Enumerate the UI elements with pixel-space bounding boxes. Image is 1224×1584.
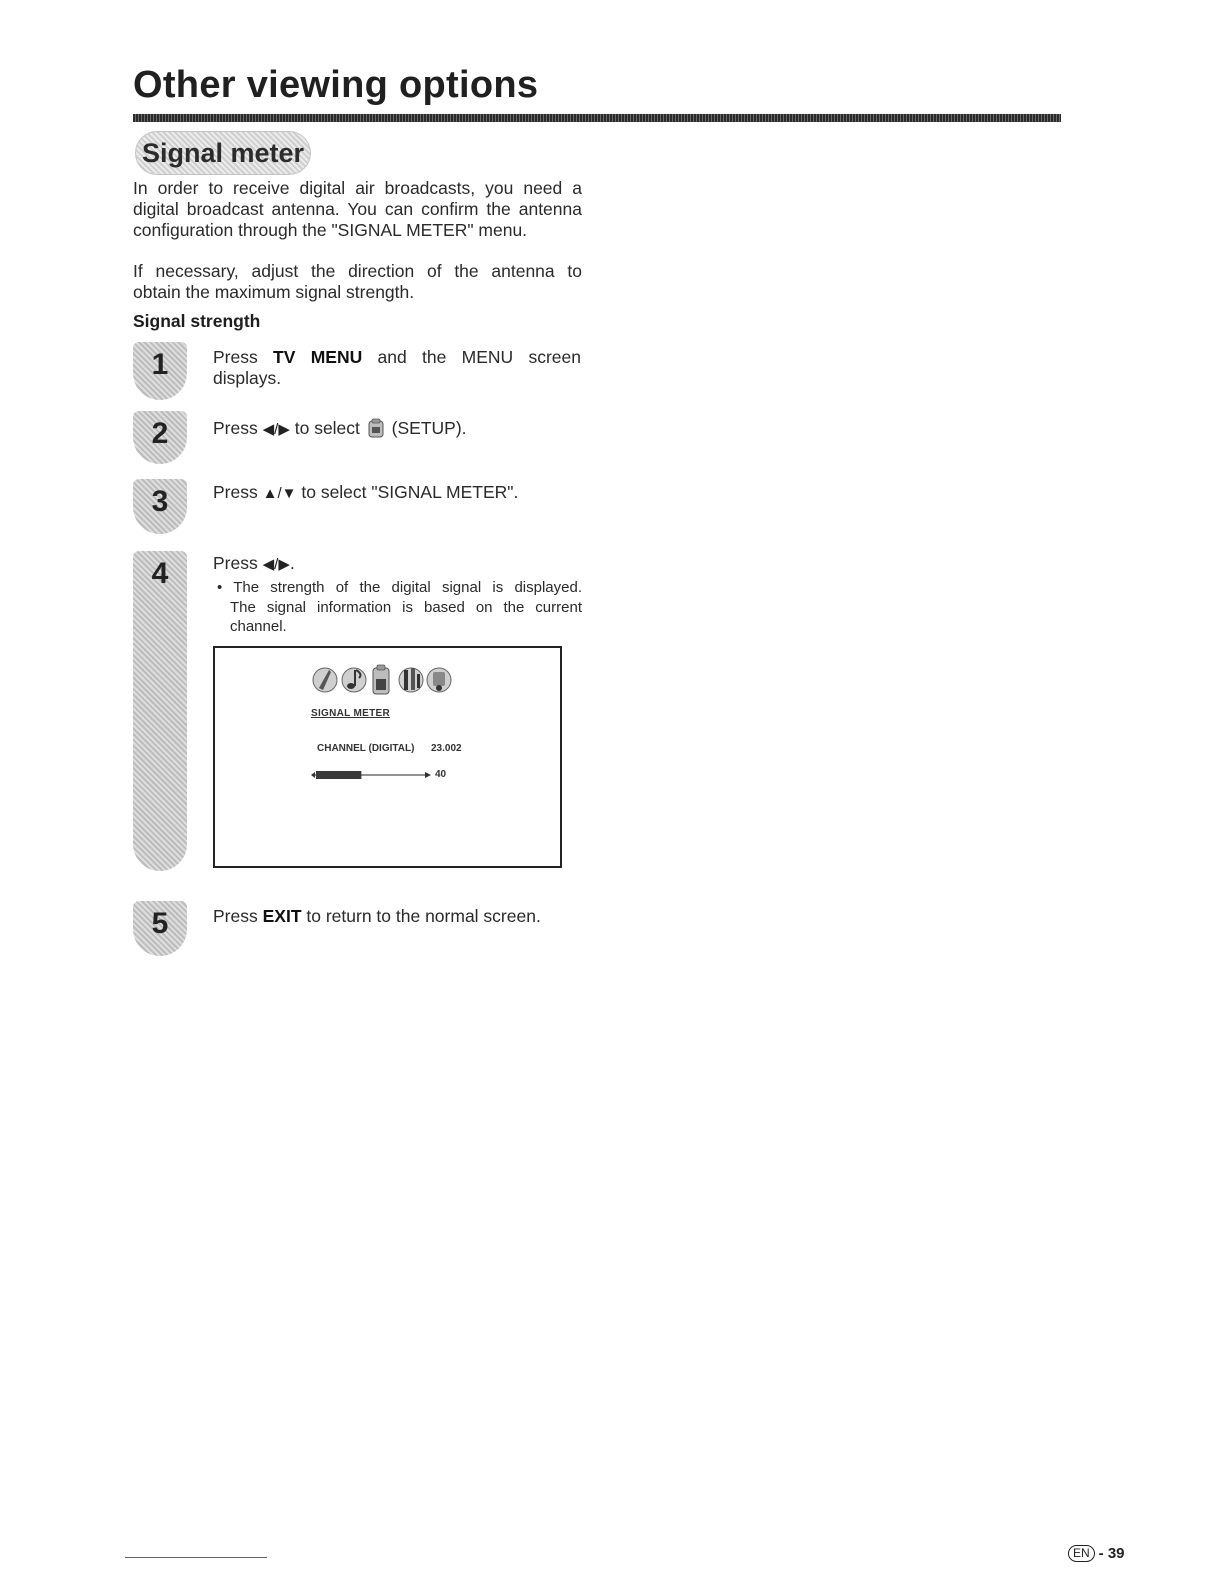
meter-left-arrow-icon [311,772,315,778]
left-right-arrows-icon: ◀/▶ [262,556,290,573]
step-number: 2 [151,417,169,450]
page-number-text: - 39 [1098,1545,1125,1562]
step-4-badge [133,551,187,871]
step-2-text: Press ◀/▶ to select (SETUP). [213,418,467,438]
meter-right-arrow-icon [425,772,431,778]
step-5-badge [133,901,187,956]
tv-menu-key: TV MENU [273,347,363,367]
signal-meter-screen [213,646,562,868]
picture-icon [313,668,337,692]
signal-strength-heading: Signal strength [133,311,261,331]
step-4-note [217,578,582,637]
adjust-line: If necessary, adjust the direction of the antenna to [133,261,582,281]
note-line: channel. [230,618,287,635]
signal-strength-bar [311,768,431,782]
step-4-text: Press ◀/▶. [213,553,295,573]
adjust-paragraph [133,261,582,303]
setup-icon [373,665,389,694]
step-number: 1 [151,348,169,381]
title-rule [133,114,1061,122]
signal-meter-label: SIGNAL METER [311,708,390,719]
step-1-badge [133,342,187,400]
adjust-line: obtain the maximum signal strength. [133,282,415,302]
exit-key: EXIT [262,906,302,926]
meter-fill [316,771,361,779]
footer-rule [125,1557,267,1558]
step-number: 4 [151,557,169,590]
note-line: The signal information is based on the current [230,598,582,616]
features-icon [399,668,423,692]
page-title: Other viewing options [133,64,539,106]
menu-icon-bar [311,662,461,698]
left-right-arrows-icon: ◀/▶ [262,421,290,438]
intro-line: configuration through the "SIGNAL METER" menu. [133,220,528,240]
signal-value: 40 [435,769,447,780]
intro-line: In order to receive digital air broadcasts, you need a [133,178,582,198]
audio-icon [342,668,366,692]
step-1-text: Press TV MENU and the MENU screen displays. [213,347,581,388]
page-number [1068,1545,1125,1562]
step-number: 3 [151,485,169,518]
language-badge: EN [1068,1545,1095,1562]
intro-paragraph [133,178,582,241]
step-5-text: Press EXIT to return to the normal screen. [213,906,541,926]
step-2-badge [133,411,187,464]
channel-value: 23.002 [431,743,462,754]
channel-label: CHANNEL (DIGITAL) [317,743,415,754]
step-number: 5 [151,907,169,940]
step-3-text: Press ▲/▼ to select "SIGNAL METER". [213,482,519,502]
up-down-arrows-icon: ▲/▼ [262,485,297,502]
digital-setup-icon [427,668,451,692]
section-heading: Signal meter [135,131,311,175]
note-line: • The strength of the digital signal is displayed. [217,579,582,596]
setup-icon [367,418,385,438]
step-3-badge [133,479,187,534]
intro-line: digital broadcast antenna. You can confirm the antenna [133,199,582,219]
